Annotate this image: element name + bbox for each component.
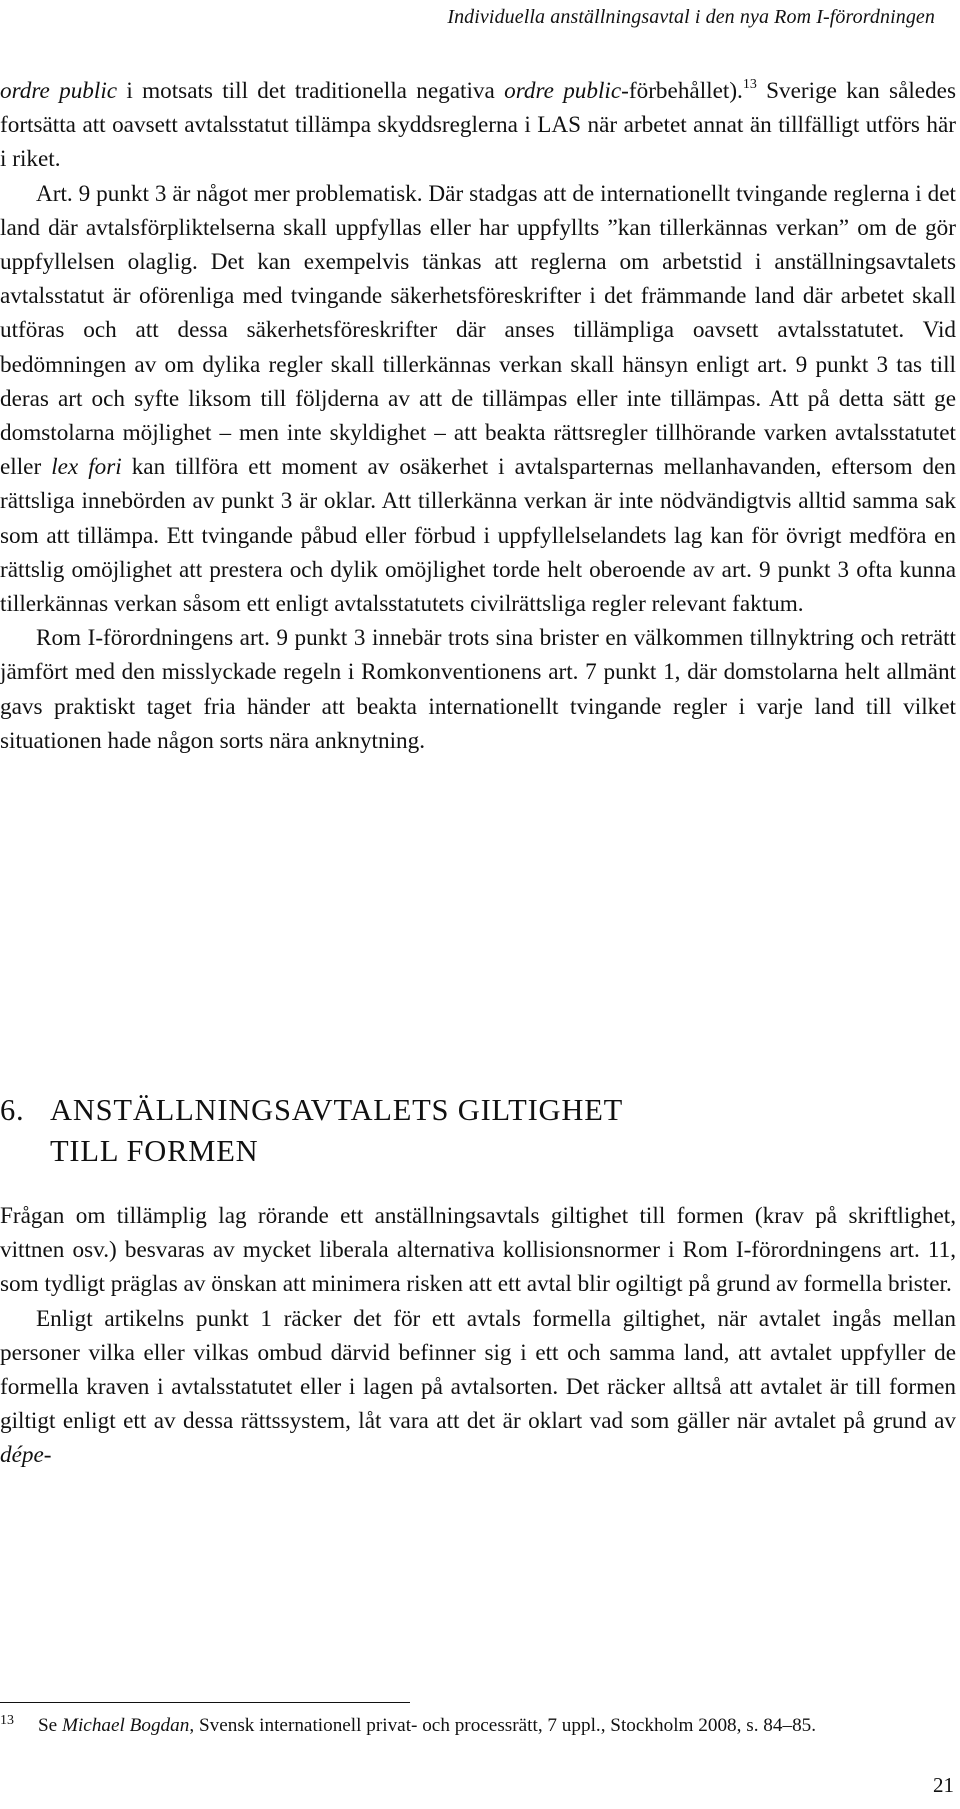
paragraph-2 [0, 177, 956, 622]
text-run: , Svensk internationell privat- och processrätt, 7 uppl., Stockholm 2008, s. 84–85. [189, 1715, 817, 1736]
text-run: Enligt artikelns punkt 1 räcker det för ett avtals formella giltighet, när avtalet ingås mellan personer vilka eller vilkas ombud därvid befinner sig i ett och samma land, att avtalet uppfyller de formella kraven i avtalsstatutet eller i lagen på avtalsorten. Det räcker alltså att avtalet är till formen giltigt enligt ett av dessa rättssystem, låt vara att det är oklart vad som gäller när avtalet på grund av [0, 1305, 956, 1435]
text-run: kan tillföra ett moment av osäkerhet i avtalsparternas mellanhavanden, eftersom den rättsliga innebörden av punkt 3 är oklar. Att tillerkänna verkan är inte nödvändigtvis alltid samma sak som att tillämpa. Ett tvingande påbud eller förbud i uppfyllelselandets lag kan för övrigt medföra en rättslig omöjlighet att prestera och dylik omöjlighet torde helt oberoende av art. 9 punkt 3 ofta kunna tillerkännas verkan såsom ett enligt avtalsstatutets civilrättsliga regler relevant faktum. [0, 454, 956, 618]
section-title-line-2: TILL FORMEN [50, 1134, 259, 1168]
text-run: Sverige kan således fortsätta att oavsett avtalsstatut tillämpa skyddsreglerna i LAS när arbetet annat än tillfälligt utförs här i riket. [0, 78, 956, 173]
italic-term: ordre public [504, 78, 622, 104]
page-number: 21 [933, 1773, 954, 1797]
footnote-divider [0, 1702, 410, 1703]
paragraph-1 [0, 74, 956, 177]
italic-term: dépe- [0, 1442, 52, 1469]
text-run: -förbehållet). [621, 78, 743, 104]
section-heading [0, 1090, 956, 1172]
paragraph-5 [0, 1302, 956, 1473]
paragraph-4: Frågan om tillämplig lag rörande ett anställningsavtals giltighet till formen (krav på skriftlighet, vittnen osv.) besvaras av mycket liberala alternativa kollisionsnormer i Rom I-förordningens art. 11, som tydligt präglas av önskan att minimera risken att ett avtal blir ogiltigt på grund av formella brister. [0, 1203, 956, 1298]
paragraph-3: Rom I-förordningens art. 9 punkt 3 innebär trots sina brister en välkommen tillnyktring och reträtt jämfört med den misslyckade regeln i Romkonventionens art. 7 punkt 1, där domstolarna helt allmänt gavs praktiskt taget fria händer att beakta internationellt tvingande regler i varje land till vilket situationen hade någon sorts nära anknytning. [0, 625, 956, 754]
italic-author: Michael Bogdan [61, 1715, 190, 1736]
running-head: Individuella anställningsavtal i den nya Rom I-förordningen [447, 6, 935, 28]
footnote-ref[interactable]: 13 [742, 77, 757, 92]
text-run: Art. 9 punkt 3 är något mer problematisk. Där stadgas att de internationellt tvingande reglerna i det land där avtalsförpliktelserna skall uppfyllas eller har uppfyllts ”kan tillerkännas verkan” om de gör uppfyllelsen olaglig. Det kan exempelvis tänkas att reglerna om arbetstid i anställningsavtalets avtalsstatut är oförenliga med tvingande säkerhetsföreskrifter i det främmande land där arbetet skall utföras och att dessa säkerhetsföreskrifter där anses tillämpliga oavsett avtalsstatutet. Vid bedömningen av om dylika regler skall tillerkännas verkan skall hänsyn enligt art. 9 punkt 3 tas till deras art och syfte liksom till följderna av att de tillämpas eller inte tillämpas. Att på detta sätt ge domstolarna möjlighet – men inte skyldighet – att beakta rättsregler tillhörande varken avtalsstatutet eller [0, 180, 956, 481]
footnote [0, 1712, 956, 1740]
body-text [0, 74, 956, 758]
italic-term: ordre public [0, 78, 118, 104]
footnote-text [0, 1712, 956, 1740]
text-run: Se [38, 1715, 62, 1736]
italic-term: lex fori [51, 454, 122, 481]
section-number: 6. [0, 1093, 25, 1127]
section-text [0, 1199, 956, 1473]
text-run: i motsats till det traditionella negativa [117, 78, 505, 104]
footnote-number: 13 [0, 1713, 14, 1728]
section-title-line-1: ANSTÄLLNINGSAVTALETS GILTIGHET [50, 1093, 624, 1127]
